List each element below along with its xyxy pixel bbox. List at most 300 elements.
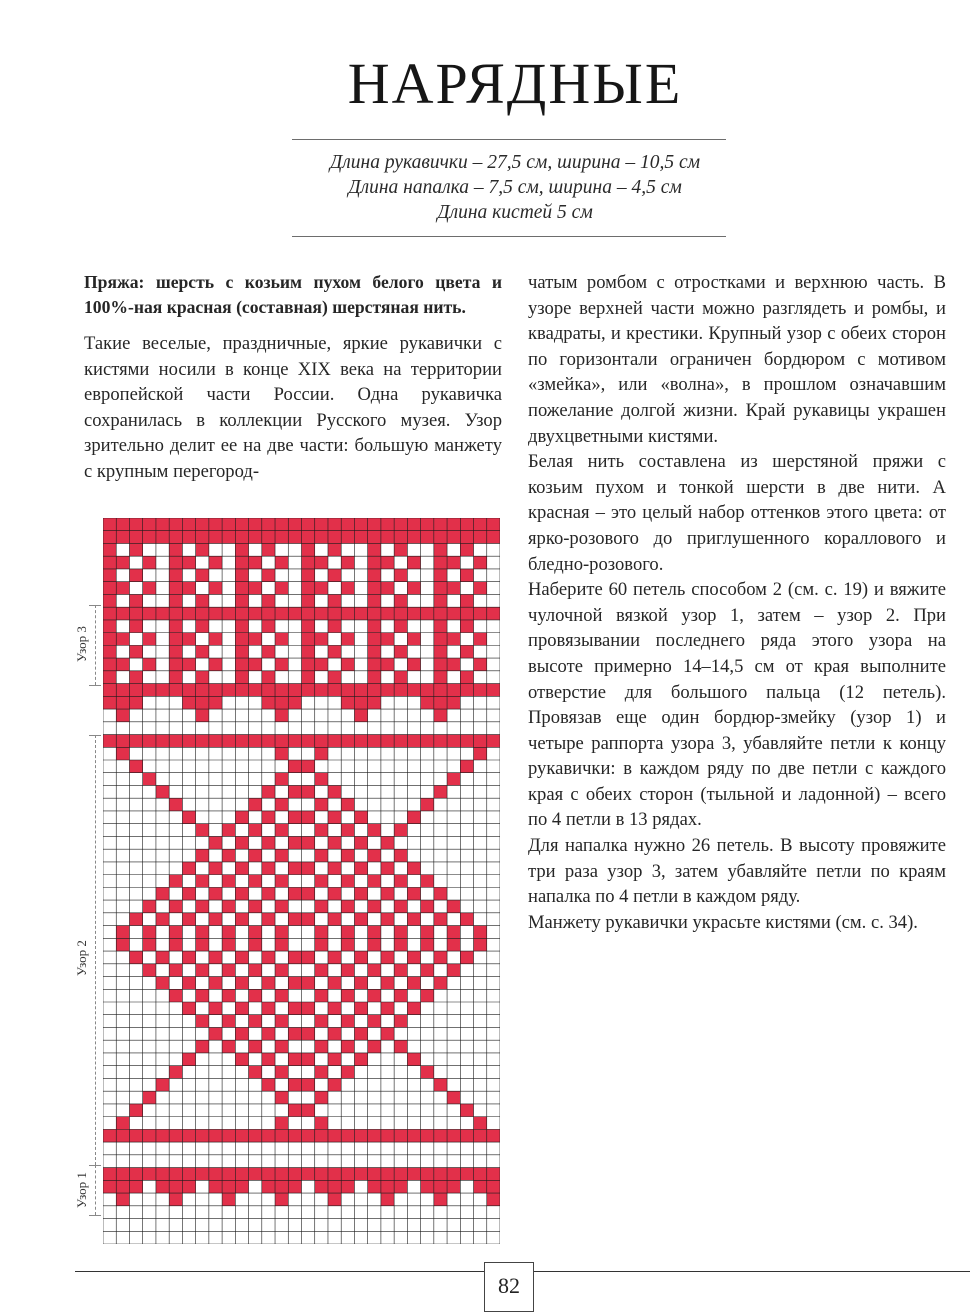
chart-cell-filled: [302, 684, 315, 697]
chart-cell-filled: [288, 684, 301, 697]
chart-cell-filled: [262, 951, 275, 964]
chart-cell-filled: [302, 518, 315, 531]
chart-cell-filled: [116, 696, 129, 709]
chart-cell-filled: [143, 556, 156, 569]
chart-cell-filled: [288, 735, 301, 748]
chart-cell-filled: [341, 1066, 354, 1079]
chart-cell-filled: [143, 518, 156, 531]
chart-cell-filled: [434, 1180, 447, 1193]
chart-cell-filled: [182, 684, 195, 697]
chart-cell-filled: [156, 785, 169, 798]
chart-cell-filled: [474, 1129, 487, 1142]
chart-cell-filled: [262, 620, 275, 633]
chart-cell-filled: [460, 913, 473, 926]
chart-cell-filled: [434, 518, 447, 531]
chart-cell-filled: [169, 1129, 182, 1142]
chart-cell-filled: [169, 671, 182, 684]
chart-cell-filled: [421, 900, 434, 913]
chart-cell-filled: [235, 1053, 248, 1066]
chart-cell-filled: [434, 785, 447, 798]
chart-cell-filled: [262, 1053, 275, 1066]
chart-cell-filled: [249, 1015, 262, 1028]
chart-cell-filled: [169, 1193, 182, 1206]
chart-cell-filled: [315, 747, 328, 760]
chart-cell-filled: [262, 607, 275, 620]
chart-cell-filled: [341, 1168, 354, 1181]
chart-cell-filled: [143, 964, 156, 977]
chart-cell-filled: [474, 938, 487, 951]
chart-cell-filled: [341, 1040, 354, 1053]
intro-paragraph: Такие веселые, праздничные, яркие рукавички с кистями носили в конце XIX века на территории европейской части России. Одна рукавичка сохранилась в коллекции Русского музея. Узор зрительно делит ее на две части: большую манжету с крупным перегород-: [84, 333, 502, 482]
chart-cell-filled: [196, 964, 209, 977]
chart-cell-filled: [302, 531, 315, 544]
chart-cell-filled: [407, 556, 420, 569]
chart-cell-filled: [275, 607, 288, 620]
chart-cell-filled: [249, 735, 262, 748]
chart-cell-filled: [407, 887, 420, 900]
chart-cell-filled: [315, 938, 328, 951]
chart-cell-filled: [129, 1129, 142, 1142]
chart-cell-filled: [169, 875, 182, 888]
chart-cell-filled: [341, 824, 354, 837]
chart-cell-filled: [368, 989, 381, 1002]
chart-cell-filled: [235, 951, 248, 964]
chart-cell-filled: [407, 518, 420, 531]
chart-cell-filled: [341, 684, 354, 697]
chart-cell-filled: [341, 849, 354, 862]
chart-cell-filled: [275, 773, 288, 786]
chart-cell-filled: [302, 977, 315, 990]
chart-cell-filled: [381, 977, 394, 990]
chart-cell-filled: [394, 824, 407, 837]
page-title: НАРЯДНЫЕ: [347, 51, 683, 116]
chart-cell-filled: [129, 569, 142, 582]
chart-cell-filled: [354, 811, 367, 824]
chart-cell-filled: [235, 862, 248, 875]
chart-cell-filled: [328, 543, 341, 556]
chart-cell-filled: [235, 1129, 248, 1142]
chart-cell-filled: [129, 684, 142, 697]
chart-cell-filled: [116, 747, 129, 760]
chart-cell-filled: [288, 1078, 301, 1091]
chart-cell-filled: [196, 824, 209, 837]
chart-cell-filled: [354, 518, 367, 531]
chart-cell-filled: [407, 913, 420, 926]
chart-cell-filled: [368, 582, 381, 595]
chart-cell-filled: [328, 1078, 341, 1091]
chart-cell-filled: [434, 735, 447, 748]
chart-cell-filled: [341, 798, 354, 811]
chart-cell-filled: [315, 1066, 328, 1079]
chart-cell-filled: [421, 875, 434, 888]
chart-cell-filled: [315, 518, 328, 531]
chart-cell-filled: [368, 594, 381, 607]
chart-cell-filled: [209, 658, 222, 671]
chart-cell-filled: [381, 633, 394, 646]
chart-cell-filled: [328, 518, 341, 531]
chart-cell-filled: [196, 531, 209, 544]
chart-cell-filled: [288, 1168, 301, 1181]
chart-cell-filled: [103, 594, 116, 607]
chart-cell-filled: [275, 1180, 288, 1193]
chart-cell-filled: [262, 1180, 275, 1193]
chart-cell-filled: [169, 645, 182, 658]
chart-cell-filled: [209, 735, 222, 748]
chart-cell-filled: [354, 1053, 367, 1066]
chart-cell-filled: [368, 1015, 381, 1028]
chart-cell-filled: [381, 556, 394, 569]
chart-cell-filled: [196, 900, 209, 913]
chart-cell-filled: [474, 1180, 487, 1193]
chart-cell-filled: [434, 582, 447, 595]
chart-cell-filled: [235, 1168, 248, 1181]
chart-cell-filled: [394, 531, 407, 544]
chart-cell-filled: [182, 977, 195, 990]
chart-cell-filled: [275, 824, 288, 837]
chart-cell-filled: [328, 836, 341, 849]
chart-cell-filled: [235, 977, 248, 990]
chart-cell-filled: [302, 951, 315, 964]
chart-cell-filled: [447, 773, 460, 786]
chart-cell-filled: [103, 543, 116, 556]
chart-cell-filled: [407, 977, 420, 990]
chart-cell-filled: [275, 964, 288, 977]
chart-cell-filled: [354, 836, 367, 849]
chart-cell-filled: [434, 1168, 447, 1181]
chart-cell-filled: [156, 518, 169, 531]
chart-cell-filled: [354, 862, 367, 875]
chart-cell-filled: [169, 543, 182, 556]
chart-cell-filled: [394, 1040, 407, 1053]
chart-cell-filled: [103, 620, 116, 633]
chart-cell-filled: [354, 1027, 367, 1040]
chart-cell-filled: [275, 849, 288, 862]
chart-cell-filled: [275, 1040, 288, 1053]
chart-cell-filled: [447, 964, 460, 977]
chart-cell-filled: [460, 1129, 473, 1142]
chart-cell-filled: [487, 531, 500, 544]
chart-cell-filled: [129, 1104, 142, 1117]
chart-cell-filled: [394, 684, 407, 697]
chart-cell-filled: [421, 926, 434, 939]
chart-cell-filled: [328, 1002, 341, 1015]
chart-cell-filled: [275, 1091, 288, 1104]
chart-cell-filled: [302, 862, 315, 875]
chart-cell-filled: [222, 1180, 235, 1193]
chart-cell-filled: [487, 1129, 500, 1142]
chart-cell-filled: [302, 607, 315, 620]
chart-cell-filled: [447, 607, 460, 620]
chart-cell-filled: [116, 1129, 129, 1142]
chart-cell-filled: [328, 735, 341, 748]
chart-cell-filled: [447, 633, 460, 646]
chart-cell-filled: [302, 594, 315, 607]
chart-cell-filled: [341, 989, 354, 1002]
chart-cell-filled: [222, 607, 235, 620]
chart-cell-filled: [156, 607, 169, 620]
chart-cell-filled: [143, 607, 156, 620]
left-column: [84, 270, 502, 485]
uzor3-tick-top: [89, 605, 101, 606]
chart-cell-filled: [368, 645, 381, 658]
chart-cell-filled: [249, 633, 262, 646]
chart-cell-filled: [222, 1040, 235, 1053]
chart-cell-filled: [381, 887, 394, 900]
chart-cell-filled: [182, 607, 195, 620]
chart-cell-filled: [262, 543, 275, 556]
chart-cell-filled: [249, 684, 262, 697]
chart-cell-filled: [196, 1040, 209, 1053]
chart-cell-filled: [275, 900, 288, 913]
chart-cell-filled: [169, 569, 182, 582]
chart-cell-filled: [354, 1168, 367, 1181]
chart-cell-filled: [196, 709, 209, 722]
chart-cell-filled: [209, 913, 222, 926]
chart-cell-filled: [116, 926, 129, 939]
chart-cell-filled: [302, 645, 315, 658]
chart-cell-filled: [288, 977, 301, 990]
uzor1-bracket: [95, 1165, 96, 1215]
uzor3-tick-bottom: [89, 685, 101, 686]
chart-cell-filled: [315, 556, 328, 569]
chart-cell-filled: [394, 607, 407, 620]
chart-cell-filled: [262, 1078, 275, 1091]
chart-cell-filled: [368, 518, 381, 531]
chart-cell-filled: [116, 684, 129, 697]
uzor1-tick-bottom: [89, 1215, 101, 1216]
chart-cell-filled: [487, 1168, 500, 1181]
chart-cell-filled: [288, 518, 301, 531]
chart-cell-filled: [302, 1053, 315, 1066]
chart-cell-filled: [368, 658, 381, 671]
chart-cell-filled: [235, 645, 248, 658]
chart-cell-filled: [302, 1168, 315, 1181]
chart-cell-filled: [209, 1129, 222, 1142]
chart-cell-filled: [447, 1129, 460, 1142]
chart-cell-filled: [288, 1129, 301, 1142]
chart-cell-filled: [249, 798, 262, 811]
chart-cell-filled: [275, 1168, 288, 1181]
chart-cell-filled: [288, 811, 301, 824]
chart-cell-filled: [315, 900, 328, 913]
chart-cell-filled: [394, 989, 407, 1002]
chart-cell-filled: [407, 735, 420, 748]
chart-cell-filled: [235, 887, 248, 900]
chart-cell-filled: [447, 938, 460, 951]
chart-cell-filled: [394, 645, 407, 658]
chart-cell-filled: [116, 582, 129, 595]
chart-cell-filled: [182, 735, 195, 748]
chart-cell-filled: [421, 518, 434, 531]
chart-cell-filled: [394, 594, 407, 607]
chart-cell-filled: [421, 1129, 434, 1142]
chart-cell-filled: [394, 926, 407, 939]
chart-cell-filled: [235, 531, 248, 544]
chart-cell-filled: [222, 735, 235, 748]
chart-cell-filled: [103, 1180, 116, 1193]
chart-cell-filled: [407, 1129, 420, 1142]
chart-cell-filled: [275, 938, 288, 951]
chart-cell-filled: [288, 1053, 301, 1066]
chart-cell-filled: [341, 633, 354, 646]
chart-cell-filled: [381, 1002, 394, 1015]
chart-cell-filled: [328, 607, 341, 620]
chart-cell-filled: [103, 582, 116, 595]
chart-cell-filled: [288, 913, 301, 926]
chart-cell-filled: [262, 735, 275, 748]
chart-cell-filled: [143, 773, 156, 786]
chart-cell-filled: [421, 1066, 434, 1079]
chart-cell-filled: [368, 1129, 381, 1142]
chart-cell-filled: [421, 684, 434, 697]
chart-cell-filled: [196, 1129, 209, 1142]
chart-cell-filled: [275, 926, 288, 939]
chart-cell-filled: [487, 1193, 500, 1206]
chart-cell-filled: [434, 1129, 447, 1142]
chart-cell-filled: [275, 1129, 288, 1142]
chart-cell-filled: [381, 735, 394, 748]
chart-cell-filled: [116, 658, 129, 671]
chart-cell-filled: [169, 556, 182, 569]
chart-cell-filled: [341, 582, 354, 595]
chart-cell-filled: [328, 531, 341, 544]
dimensions-line-1: Длина рукавички – 27,5 см, ширина – 10,5 см: [329, 152, 701, 173]
right-paragraph-3: Наберите 60 петель способом 2 (см. с. 19) и вяжите чулочной вязкой узор 1, затем – узор 2. При провязывании последнего ряда этого узора на высоте примерно 14–14,5 см от края выполните отверстие для большого пальца (12 петель). Провязав еще один бордюр-змейку (узор 1) и четыре раппорта узора 3, убавляйте петли к концу рукавички: в каждом ряду по две петли с каждого края с обеих сторон (тыльной и ладонной) – всего по 4 петли в 13 рядах.: [528, 579, 946, 831]
chart-cell-filled: [196, 989, 209, 1002]
chart-cell-filled: [474, 926, 487, 939]
chart-cell-filled: [169, 964, 182, 977]
chart-cell-filled: [275, 518, 288, 531]
chart-cell-filled: [222, 849, 235, 862]
chart-cell-filled: [421, 607, 434, 620]
chart-cell-filled: [116, 735, 129, 748]
chart-cell-filled: [222, 1129, 235, 1142]
chart-cell-filled: [421, 1168, 434, 1181]
chart-cell-filled: [315, 1015, 328, 1028]
chart-cell-filled: [315, 849, 328, 862]
chart-cell-filled: [129, 913, 142, 926]
chart-cell-filled: [262, 684, 275, 697]
chart-cell-filled: [182, 633, 195, 646]
chart-cell-filled: [169, 531, 182, 544]
chart-cell-filled: [315, 633, 328, 646]
chart-cell-filled: [129, 1180, 142, 1193]
chart-cell-filled: [209, 607, 222, 620]
chart-cell-filled: [182, 1168, 195, 1181]
chart-cell-filled: [169, 798, 182, 811]
chart-cell-filled: [129, 696, 142, 709]
chart-cell-filled: [368, 531, 381, 544]
chart-cell-filled: [328, 887, 341, 900]
chart-cell-filled: [302, 620, 315, 633]
chart-cell-filled: [262, 1027, 275, 1040]
chart-cell-filled: [328, 862, 341, 875]
chart-cell-filled: [407, 951, 420, 964]
chart-cell-filled: [196, 875, 209, 888]
chart-cell-filled: [129, 620, 142, 633]
chart-cell-filled: [116, 633, 129, 646]
chart-cell-filled: [381, 1027, 394, 1040]
chart-cell-filled: [169, 989, 182, 1002]
chart-cell-filled: [275, 875, 288, 888]
chart-cell-filled: [182, 1129, 195, 1142]
chart-cell-filled: [302, 1027, 315, 1040]
chart-cell-filled: [156, 977, 169, 990]
chart-cell-filled: [368, 569, 381, 582]
chart-cell-filled: [262, 811, 275, 824]
chart-cell-filled: [275, 582, 288, 595]
chart-cell-filled: [196, 543, 209, 556]
chart-cell-filled: [275, 709, 288, 722]
chart-cell-filled: [222, 1015, 235, 1028]
chart-cell-filled: [354, 887, 367, 900]
chart-cell-filled: [222, 964, 235, 977]
chart-cell-filled: [182, 1180, 195, 1193]
chart-cell-filled: [288, 887, 301, 900]
chart-cell-filled: [262, 569, 275, 582]
chart-cell-filled: [354, 1129, 367, 1142]
chart-cell-filled: [235, 633, 248, 646]
chart-cell-filled: [129, 735, 142, 748]
chart-cell-filled: [156, 913, 169, 926]
chart-cell-filled: [474, 1117, 487, 1130]
chart-cell-filled: [302, 913, 315, 926]
chart-cell-filled: [275, 633, 288, 646]
chart-cell-filled: [196, 594, 209, 607]
chart-cell-filled: [129, 951, 142, 964]
chart-cell-filled: [275, 684, 288, 697]
chart-cell-filled: [328, 569, 341, 582]
chart-cell-filled: [315, 582, 328, 595]
chart-cell-filled: [368, 900, 381, 913]
chart-cell-filled: [116, 1117, 129, 1130]
chart-cell-filled: [447, 531, 460, 544]
chart-cell-filled: [302, 1104, 315, 1117]
chart-cell-filled: [341, 607, 354, 620]
right-paragraph-5: Манжету рукавички украсьте кистями (см. с. 34).: [528, 911, 918, 933]
chart-cell-filled: [474, 633, 487, 646]
chart-cell-filled: [169, 735, 182, 748]
chart-cell-filled: [288, 696, 301, 709]
chart-cell-filled: [394, 620, 407, 633]
chart-cell-filled: [460, 620, 473, 633]
chart-cell-filled: [262, 531, 275, 544]
chart-cell-filled: [315, 875, 328, 888]
chart-cell-filled: [288, 1180, 301, 1193]
top-rule: [292, 139, 726, 140]
chart-cell-filled: [275, 1117, 288, 1130]
chart-cell-filled: [182, 913, 195, 926]
chart-cell-filled: [129, 518, 142, 531]
chart-cell-filled: [209, 582, 222, 595]
chart-cell-filled: [421, 1180, 434, 1193]
chart-cell-filled: [103, 1168, 116, 1181]
chart-cell-filled: [235, 594, 248, 607]
chart-cell-filled: [116, 938, 129, 951]
chart-cell-filled: [129, 607, 142, 620]
chart-cell-filled: [434, 887, 447, 900]
chart-cell-filled: [262, 645, 275, 658]
chart-cell-filled: [434, 696, 447, 709]
chart-cell-filled: [394, 1168, 407, 1181]
chart-cell-filled: [328, 594, 341, 607]
chart-cell-filled: [209, 696, 222, 709]
chart-cell-filled: [474, 531, 487, 544]
chart-cell-filled: [368, 1168, 381, 1181]
chart-cell-filled: [182, 1002, 195, 1015]
chart-cell-filled: [341, 964, 354, 977]
chart-cell-filled: [434, 658, 447, 671]
